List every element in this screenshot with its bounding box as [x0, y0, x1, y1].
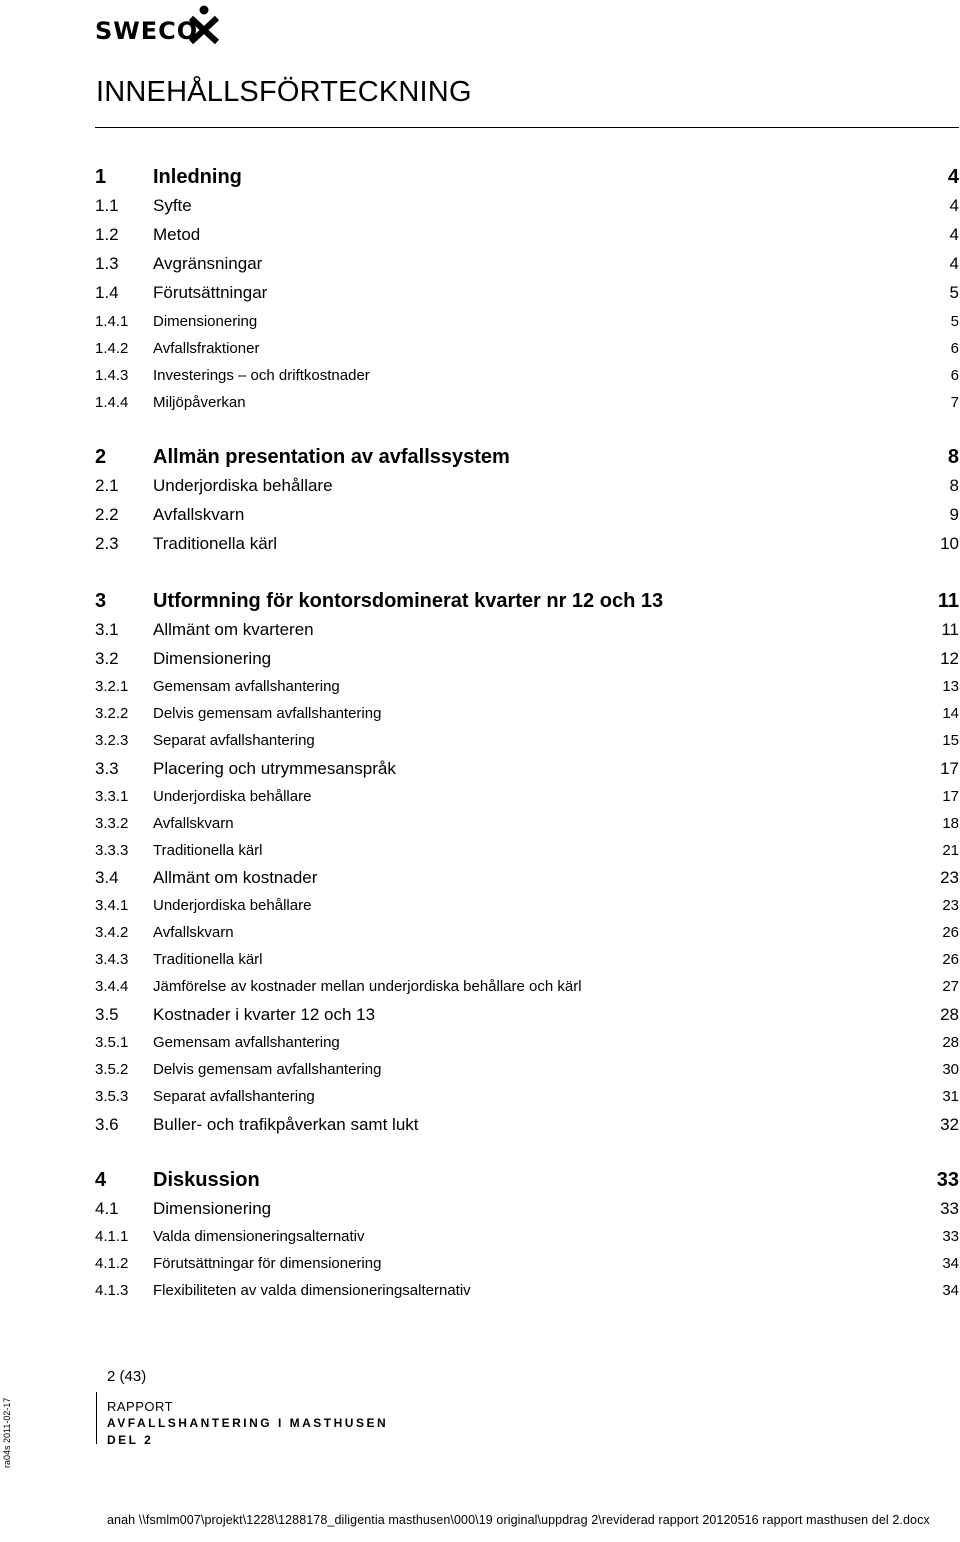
toc-entry-label: Allmänt om kvarteren: [153, 620, 314, 639]
toc-entry-number: 4.1: [95, 1199, 119, 1218]
page-title: INNEHÅLLSFÖRTECKNING: [96, 76, 472, 108]
toc-entry-number: 3.4.2: [95, 924, 129, 941]
toc-entry-label: Gemensam avfallshantering: [153, 1034, 340, 1051]
toc-entry-label: Inledning: [153, 166, 242, 188]
logo-text: SWECO: [95, 17, 199, 45]
toc-entry-page: 34: [942, 1282, 959, 1299]
toc-entry-page: 33: [936, 1169, 959, 1191]
toc-entry-label: Utformning för kontorsdominerat kvarter nr 12 och 13: [153, 590, 664, 612]
toc-entry-page: 31: [942, 1088, 959, 1105]
toc-entry-number: 1.4.1: [95, 313, 129, 330]
toc-entry-number: 3.2: [95, 649, 119, 668]
toc-entry-label: Buller- och trafikpåverkan samt lukt: [153, 1115, 419, 1134]
template-code-text: ra04s 2011-02-17: [2, 1397, 12, 1468]
toc-entry-number: 1.3: [95, 254, 119, 273]
toc-entry-label: Valda dimensioneringsalternativ: [153, 1228, 365, 1245]
toc-entry-label: Kostnader i kvarter 12 och 13: [153, 1005, 376, 1024]
toc-entry-number: 3.3: [95, 759, 119, 778]
toc-entry-label: Syfte: [153, 196, 192, 215]
toc-entry-page: 14: [942, 705, 959, 722]
toc-entry-label: Avfallskvarn: [153, 505, 245, 524]
toc-entry-number: 2.2: [95, 505, 119, 524]
page-indicator: 2 (43): [107, 1368, 147, 1385]
toc-entry-number: 3.3.3: [95, 842, 129, 859]
toc-entry-label: Diskussion: [153, 1169, 260, 1191]
toc-entry-label: Underjordiska behållare: [153, 788, 312, 805]
toc-entry-page: 4: [947, 166, 959, 188]
toc-entry-page: 4: [949, 225, 959, 244]
toc-entry-label: Avgränsningar: [153, 254, 263, 273]
toc-entry-label: Allmänt om kostnader: [153, 868, 318, 887]
toc-entry-page: 15: [942, 732, 959, 749]
toc-entry-label: Avfallskvarn: [153, 924, 234, 941]
toc-entry-number: 1: [95, 166, 107, 188]
toc-entry-number: 4.1.1: [95, 1228, 129, 1245]
toc-entry-page: 8: [947, 446, 959, 468]
toc-entry-page: 7: [950, 394, 959, 411]
toc-entry-label: Allmän presentation av avfallssystem: [153, 446, 510, 468]
toc-entry-number: 1.1: [95, 196, 119, 215]
toc-entry-label: Delvis gemensam avfallshantering: [153, 705, 382, 722]
toc-entry-page: 21: [942, 842, 959, 859]
toc-entry-number: 3.1: [95, 620, 119, 639]
toc-entry-number: 3.5: [95, 1005, 119, 1024]
toc-entry-page: 11: [941, 620, 959, 639]
toc-entry-page: 17: [940, 759, 959, 778]
toc-entry-number: 1.4.2: [95, 340, 129, 357]
toc-entry-page: 11: [937, 590, 959, 612]
toc-entry-number: 2.1: [95, 476, 119, 495]
toc-entry-page: 5: [950, 313, 959, 330]
toc-entry-label: Traditionella kärl: [153, 842, 263, 859]
toc-entry-number: 3.2.2: [95, 705, 129, 722]
toc-entry-number: 3.6: [95, 1115, 119, 1134]
toc-entry-page: 26: [942, 951, 959, 968]
toc-entry-number: 2.3: [95, 534, 119, 553]
toc-entry-page: 18: [942, 815, 959, 832]
toc-entry-number: 1.4.4: [95, 394, 129, 411]
toc-entry-page: 9: [949, 505, 959, 524]
toc-entry-page: 6: [950, 340, 959, 357]
toc-entry-label: Placering och utrymmesanspråk: [153, 759, 396, 778]
toc-entry-label: Dimensionering: [153, 313, 258, 330]
toc-entry-page: 12: [940, 649, 959, 668]
toc-entry-number: 3.2.1: [95, 678, 129, 695]
toc-entry-page: 4: [949, 196, 959, 215]
toc-entry-number: 3.3.1: [95, 788, 129, 805]
toc-entry-number: 3: [95, 590, 107, 612]
toc-entry-number: 3.3.2: [95, 815, 129, 832]
toc-entry-page: 6: [950, 367, 959, 384]
toc-entry-number: 4.1.2: [95, 1255, 129, 1272]
toc-entry-label: Miljöpåverkan: [153, 394, 246, 411]
toc-entry-label: Förutsättningar: [153, 283, 268, 302]
toc-entry-page: 28: [942, 1034, 959, 1051]
toc-entry-label: Investerings – och driftkostnader: [153, 367, 370, 384]
toc-entry-label: Underjordiska behållare: [153, 897, 312, 914]
toc-entry-label: Separat avfallshantering: [153, 732, 315, 749]
toc-entry-label: Delvis gemensam avfallshantering: [153, 1061, 382, 1078]
footer-divider: [96, 1392, 97, 1444]
toc-entry-number: 3.5.3: [95, 1088, 129, 1105]
sweco-logo: [95, 4, 225, 48]
toc-entry-page: 30: [942, 1061, 959, 1078]
toc-entry-number: 3.4.3: [95, 951, 129, 968]
toc-entry-page: 4: [949, 254, 959, 273]
toc-entry-number: 3.5.2: [95, 1061, 129, 1078]
toc-entry-number: 3.4.1: [95, 897, 129, 914]
document-part: DEL 2: [107, 1433, 154, 1447]
document-type: RAPPORT: [107, 1399, 174, 1414]
toc-entry-page: 23: [940, 868, 959, 887]
toc-entry-page: 28: [940, 1005, 959, 1024]
toc-entry-number: 3.5.1: [95, 1034, 129, 1051]
file-path: anah \\fsmlm007\projekt\1228\1288178_diligentia masthusen\000\19 original\uppdrag 2\reviderad rapport 20120516 rapport masthusen del 2.docx: [107, 1513, 930, 1527]
toc-entry-page: 10: [940, 534, 959, 553]
toc-entry-page: 5: [949, 283, 959, 302]
toc-entry-number: 3.4: [95, 868, 119, 887]
toc-entry-page: 27: [942, 978, 959, 995]
toc-entry-number: 2: [95, 446, 107, 468]
sweco-x-figure-icon: [187, 4, 221, 46]
toc-entry-label: Dimensionering: [153, 649, 272, 668]
toc-entry-number: 3.2.3: [95, 732, 129, 749]
toc-entry-page: 23: [942, 897, 959, 914]
toc-entry-label: Underjordiska behållare: [153, 476, 333, 495]
title-divider: [95, 127, 959, 128]
toc-entry-page: 8: [949, 476, 959, 495]
toc-entry-page: 26: [942, 924, 959, 941]
toc-entry-number: 4: [95, 1169, 107, 1191]
toc-entry-page: 32: [940, 1115, 959, 1134]
toc-entry-number: 3.4.4: [95, 978, 129, 995]
toc-entry-label: Traditionella kärl: [153, 534, 278, 553]
toc-entry-label: Flexibiliteten av valda dimensioneringsalternativ: [153, 1282, 471, 1299]
toc-entry-page: 17: [942, 788, 959, 805]
toc-entry-label: Dimensionering: [153, 1199, 272, 1218]
toc-entry-page: 13: [942, 678, 959, 695]
toc-entry-page: 33: [940, 1199, 959, 1218]
toc-entry-label: Separat avfallshantering: [153, 1088, 315, 1105]
toc-entry-label: Metod: [153, 225, 201, 244]
toc-entry-page: 33: [942, 1228, 959, 1245]
toc-entry-label: Förutsättningar för dimensionering: [153, 1255, 382, 1272]
toc-entry-number: 1.2: [95, 225, 119, 244]
toc-entry-page: 34: [942, 1255, 959, 1272]
toc-entry-number: 1.4: [95, 283, 119, 302]
toc-entry-label: Avfallsfraktioner: [153, 340, 260, 357]
toc-entry-label: Jämförelse av kostnader mellan underjordiska behållare och kärl: [153, 978, 582, 995]
toc-entry-label: Gemensam avfallshantering: [153, 678, 340, 695]
document-title: AVFALLSHANTERING I MASTHUSEN: [107, 1416, 389, 1430]
toc-entry-number: 4.1.3: [95, 1282, 129, 1299]
toc-entry-label: Traditionella kärl: [153, 951, 263, 968]
toc-entry-number: 1.4.3: [95, 367, 129, 384]
template-code: [0, 1388, 14, 1468]
toc-entry-label: Avfallskvarn: [153, 815, 234, 832]
